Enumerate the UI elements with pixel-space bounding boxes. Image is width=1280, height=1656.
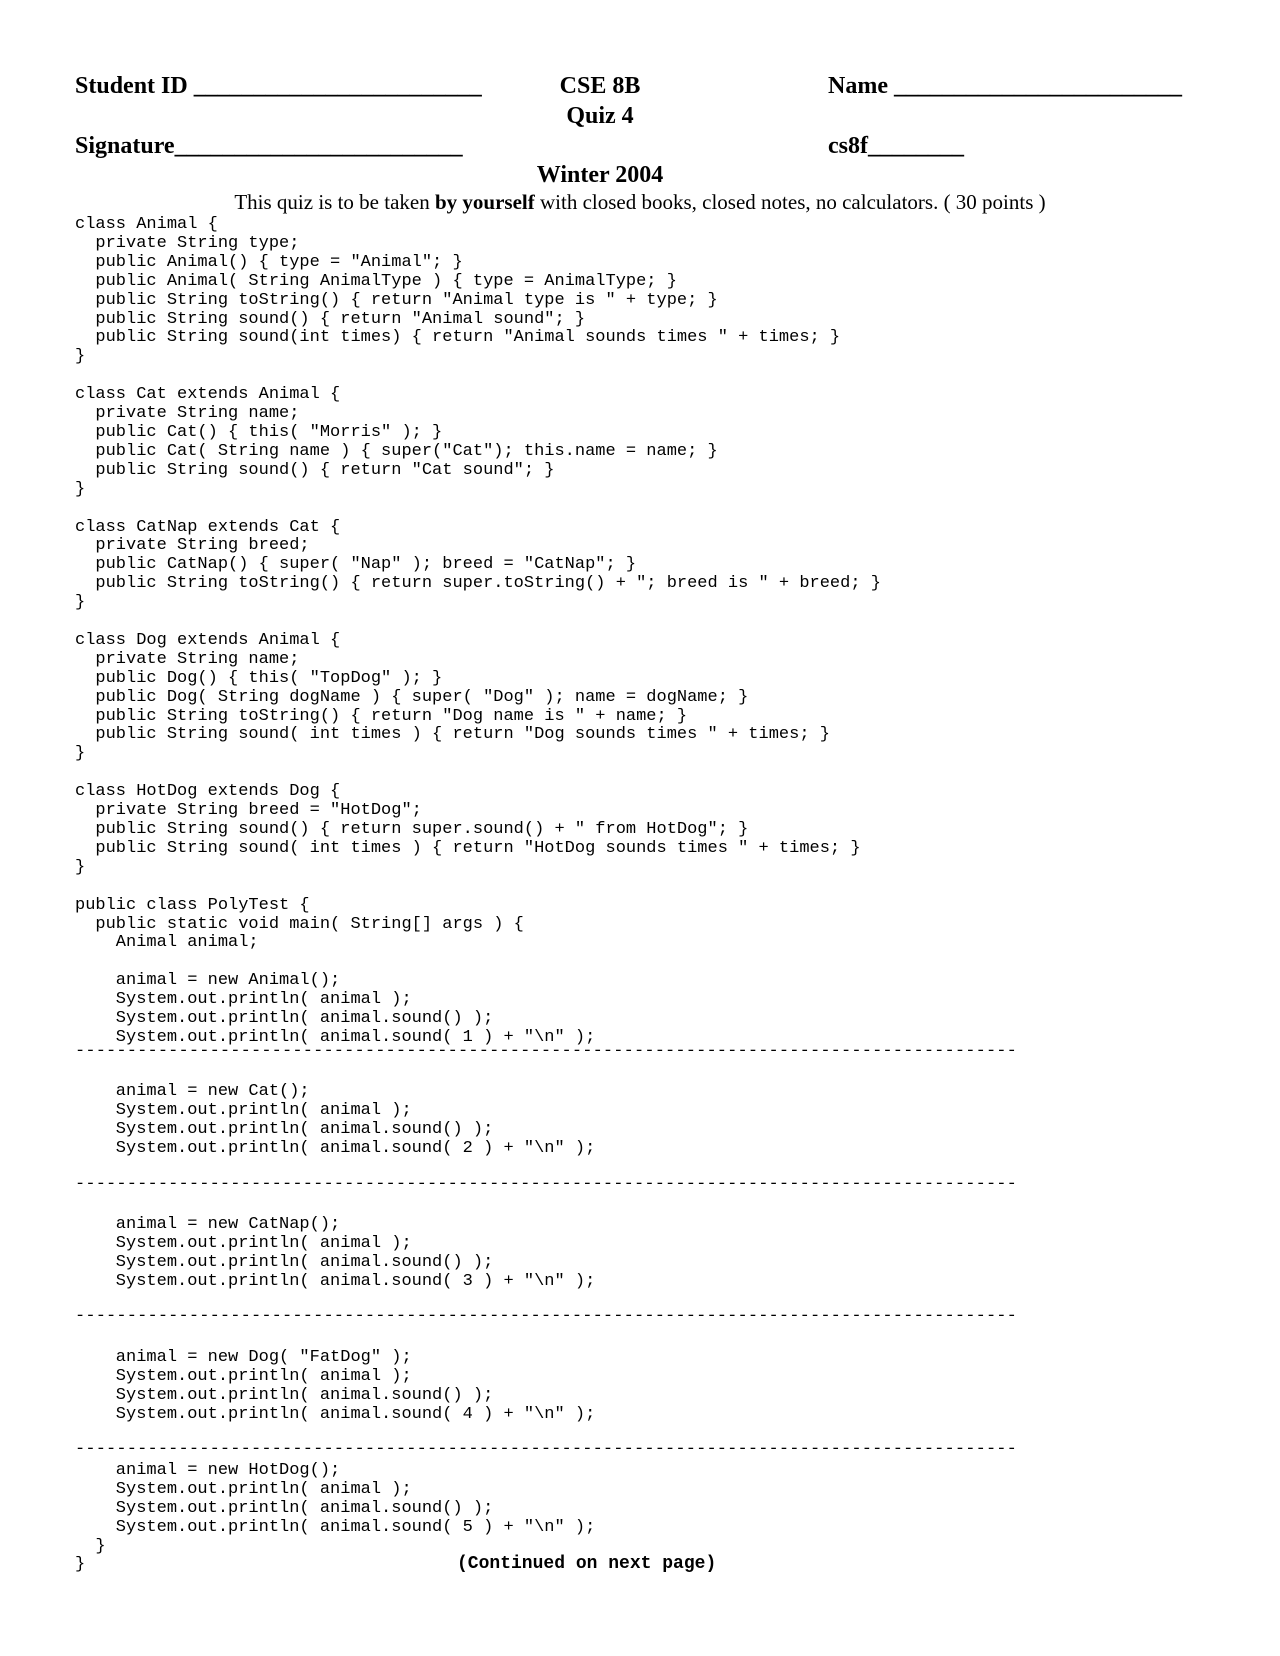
separator-line-3: ------------------------------------------------------------------------------------------- bbox=[75, 1307, 1018, 1326]
separator-line-1: ------------------------------------------------------------------------------------------- bbox=[75, 1042, 1018, 1061]
instructions bbox=[0, 190, 1280, 214]
name-field: Name ________________________ bbox=[828, 73, 1182, 99]
term-title: Winter 2004 bbox=[536, 162, 664, 188]
student-id-field: Student ID ________________________ bbox=[75, 73, 482, 99]
instructions-text-post: with closed books, closed notes, no calculators. ( 30 points ) bbox=[534, 190, 1046, 214]
quiz-title: Quiz 4 bbox=[566, 103, 634, 129]
separator-line-4: ------------------------------------------------------------------------------------------- bbox=[75, 1440, 1018, 1459]
code-block-dog: animal = new Dog( "FatDog" ); System.out.println( animal ); System.out.println( animal.sound() ); System.out.println( animal.sound( 4 ) + "\n" ); bbox=[115, 1348, 596, 1424]
account-field: cs8f________ bbox=[828, 133, 964, 159]
code-block-cat: animal = new Cat(); System.out.println( animal ); System.out.println( animal.sound() ); System.out.println( animal.sound( 2 ) + "\n" ); bbox=[115, 1082, 596, 1158]
code-block-catnap: animal = new CatNap(); System.out.println( animal ); System.out.println( animal.sound() ); System.out.println( animal.sound( 3 ) + "\n" ); bbox=[115, 1215, 596, 1291]
code-block-hotdog: animal = new HotDog(); System.out.println( animal ); System.out.println( animal.sound() ); System.out.println( animal.sound( 5 ) + "\n" ); } bbox=[95, 1461, 596, 1556]
separator-line-2: ------------------------------------------------------------------------------------------- bbox=[75, 1175, 1018, 1194]
code-classes-block: class Animal { private String type; public Animal() { type = "Animal"; } public Animal( String AnimalType ) { type = AnimalType; } public String toString() { return "Animal type is " + type; } public String sound() { return "Animal sound"; } public String sound(int times) { return "Animal sounds times " + times; } } class Cat extends Animal { private String name; public Cat() { this( "Morris" ); } public Cat( String name ) { super("Cat"); this.name = name; } public String sound() { return "Cat sound"; } } class CatNap extends Cat { private String breed; public CatNap() { super( "Nap" ); breed = "CatNap"; } public String toString() { return super.toString() + "; breed is " + breed; } } class Dog extends Animal { private String name; public Dog() { this( "TopDog" ); } public Dog( String dogName ) { super( "Dog" ); name = dogName; } public String toString() { return "Dog name is " + name; } public String sound( int times ) { return "Dog sounds times " + times; } } class HotDog extends Dog { private String breed = "HotDog"; public String sound() { return super.sound() + " from HotDog"; } public String sound( int times ) { return "HotDog sounds times " + times; } } public class PolyTest { public static void main( String[] args ) { Animal animal; animal = new Animal(); System.out.println( animal ); System.out.println( animal.sound() ); System.out.println( animal.sound( 1 ) + "\n" ); bbox=[75, 215, 881, 1047]
closing-brace: } bbox=[75, 1555, 86, 1574]
course-title: CSE 8B bbox=[559, 73, 641, 99]
instructions-text-pre: This quiz is to be taken bbox=[234, 190, 435, 214]
instructions-emphasis: by yourself bbox=[434, 190, 535, 214]
continued-notice: (Continued on next page) bbox=[457, 1554, 717, 1574]
signature-field: Signature________________________ bbox=[75, 133, 463, 159]
